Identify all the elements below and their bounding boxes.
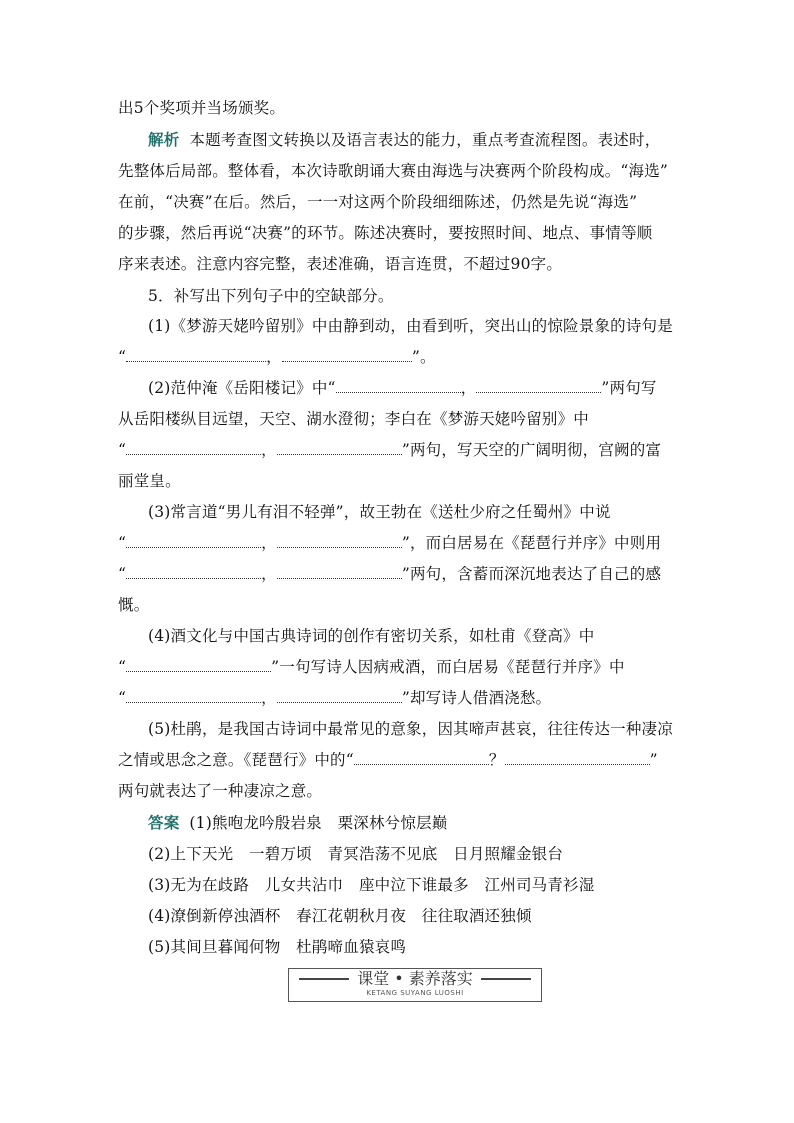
answer-line-1: 答案 (1)熊咆龙吟殷岩泉 栗深林兮惊层巅 <box>148 813 448 832</box>
analysis-line-1: 解析 本题考查图文转换以及语言表达的能力，重点考查流程图。表述时， <box>148 130 661 149</box>
answer-blank[interactable] <box>126 564 261 579</box>
answer-line-5: (5)其间旦暮闻何物 杜鹃啼血猿哀鸣 <box>148 938 407 956</box>
answer-line-2: (2)上下天光 一碧万顷 青冥浩荡不见底 日月照耀金银台 <box>148 845 564 863</box>
answer-line-3: (3)无为在歧路 儿女共沾巾 座中泣下谁最多 江州司马青衫湿 <box>148 876 595 894</box>
banner-rule-right <box>481 978 531 980</box>
answer-blank[interactable] <box>476 378 601 393</box>
q3-line-2: “ ， ”，而白居易在《琵琶行并序》中则用 <box>118 534 662 552</box>
question-title: 5．补写出下列句子中的空缺部分。 <box>148 287 394 305</box>
q1-line-2: “ ， ”。 <box>118 348 436 366</box>
answer-blank[interactable] <box>126 688 261 703</box>
answer-blank[interactable] <box>126 347 266 362</box>
answer-blank[interactable] <box>277 688 402 703</box>
q1-line-1: (1)《梦游天姥吟留别》中由静到动，由看到听，突出山的惊险景象的诗句是 <box>148 317 673 335</box>
q4-line-3: “ ， ”却写诗人借酒浇愁。 <box>118 689 552 707</box>
answer-blank[interactable] <box>277 533 402 548</box>
q4-line-1: (4)酒文化与中国古典诗词的创作有密切关系，如杜甫《登高》中 <box>148 627 595 645</box>
banner-title: 课堂 • 素养落实 <box>357 969 473 988</box>
answer-blank[interactable] <box>336 378 461 393</box>
answer-blank[interactable] <box>126 440 261 455</box>
analysis-line-3: 在前，“决赛”在后。然后，一一对这两个阶段细细陈述，仍然是先说“海选” <box>118 193 638 211</box>
intro-tail: 出5个奖项并当场颁奖。 <box>118 99 286 117</box>
q3-line-1: (3)常言道“男儿有泪不轻弹”，故王勃在《送杜少府之任蜀州》中说 <box>148 503 611 521</box>
analysis-label: 解析 <box>148 130 180 149</box>
q2-line-2: 从岳阳楼纵目远望，天空、湖水澄彻；李白在《梦游天姥吟留别》中 <box>118 410 590 428</box>
q3-line-3: “ ， ”两句，含蓄而深沉地表达了自己的感 <box>118 565 662 583</box>
section-banner <box>288 968 542 1002</box>
analysis-line-4: 的步骤，然后再说“决赛”的环节。陈述决赛时，要按照时间、地点、事情等顺 <box>118 224 653 242</box>
answer-blank[interactable] <box>277 440 402 455</box>
answer-label: 答案 <box>148 813 180 832</box>
q5-line-2: 之情或思念之意。《琵琶行》中的“ ？ ” <box>118 751 658 769</box>
answer-blank[interactable] <box>277 564 402 579</box>
q2-line-1: (2)范仲淹《岳阳楼记》中“ ， ”两句写 <box>148 379 657 397</box>
answer-blank[interactable] <box>126 657 271 672</box>
q4-line-2: “ ”一句写诗人因病戒酒，而白居易《琵琶行并序》中 <box>118 658 625 676</box>
q5-line-3: 两句就表达了一种凄凉之意。 <box>118 782 323 800</box>
q2-line-3: “ ， ”两句，写天空的广阔明彻，宫阙的富 <box>118 441 662 459</box>
answer-line-4: (4)潦倒新停浊酒杯 春江花朝秋月夜 往往取酒还独倾 <box>148 907 532 925</box>
answer-blank[interactable] <box>282 347 412 362</box>
answer-blank[interactable] <box>505 750 650 765</box>
q5-line-1: (5)杜鹃，是我国古诗词中最常见的意象，因其啼声甚哀，往往传达一种凄凉 <box>148 720 673 738</box>
q3-line-4: 慨。 <box>118 596 150 614</box>
q2-line-4: 丽堂皇。 <box>118 472 181 490</box>
banner-subtitle: KETANG SUYANG LUOSHI <box>366 989 464 997</box>
analysis-line-2: 先整体后局部。整体看，本次诗歌朗诵大赛由海选与决赛两个阶段构成。“海选” <box>118 162 669 180</box>
answer-blank[interactable] <box>126 533 261 548</box>
answer-blank[interactable] <box>354 750 489 765</box>
analysis-line-5: 序来表述。注意内容完整，表述准确，语言连贯，不超过90字。 <box>118 255 563 273</box>
